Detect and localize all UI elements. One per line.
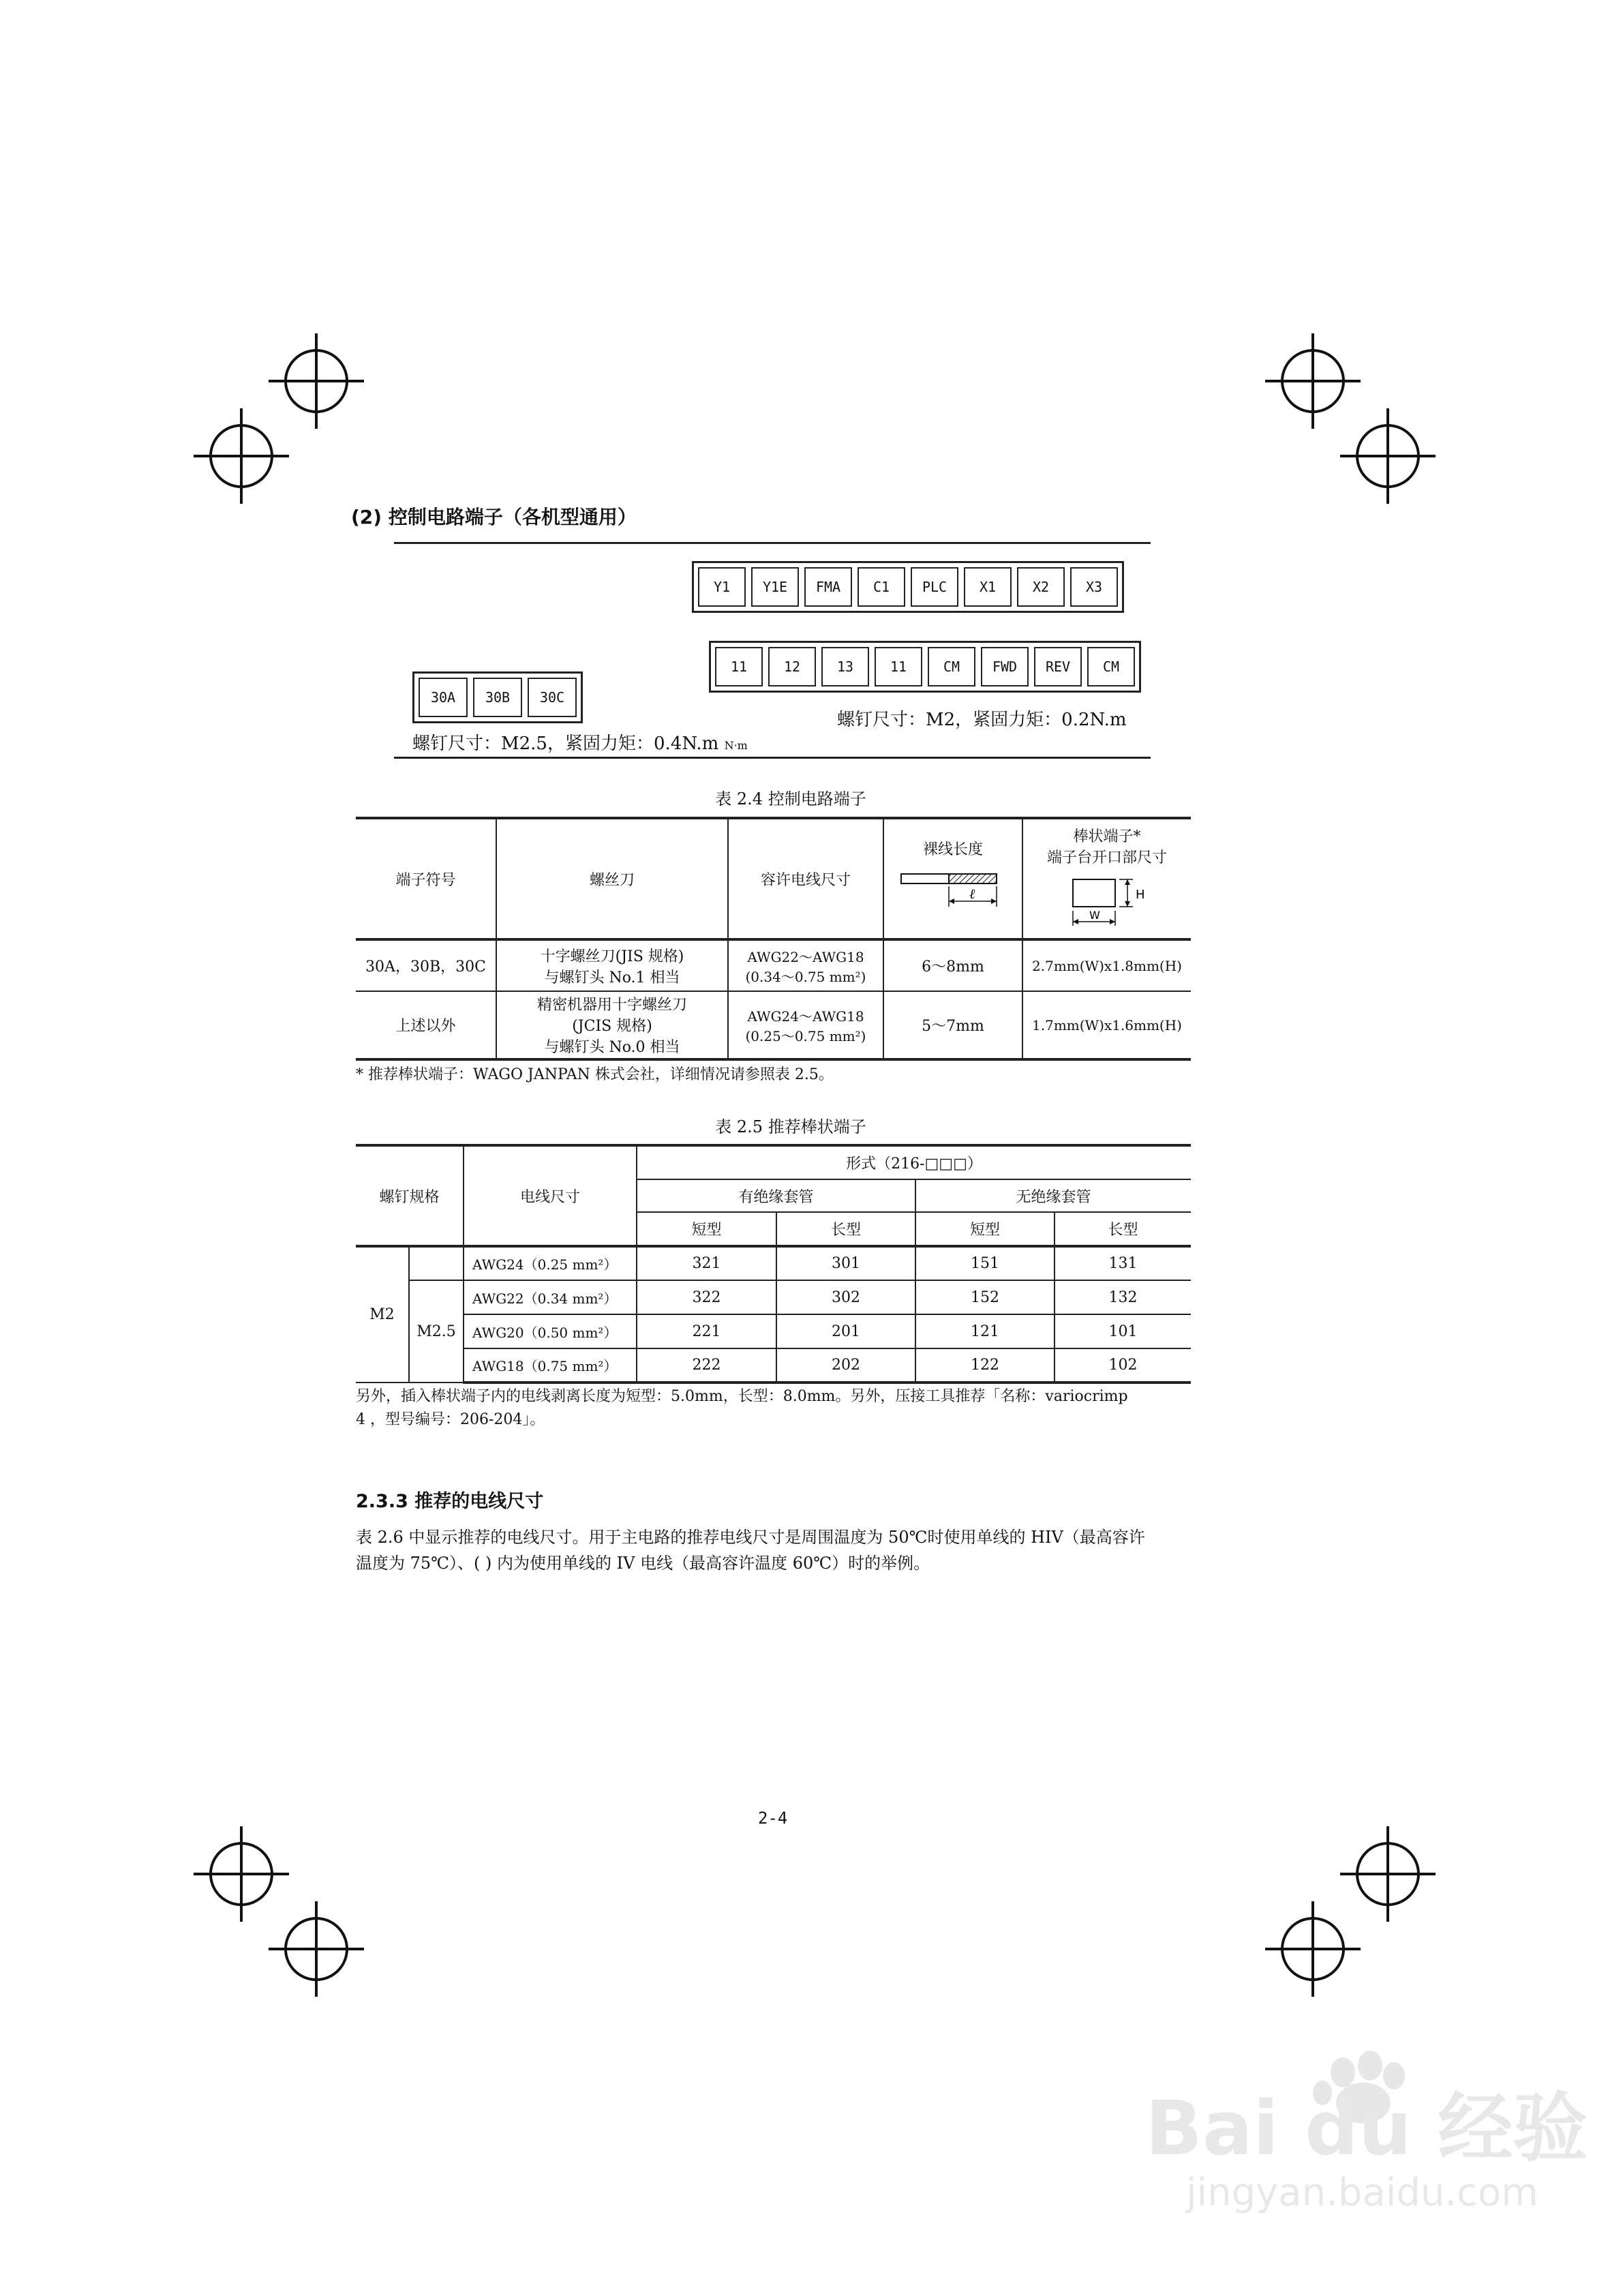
header-ferrule bbox=[1022, 818, 1191, 939]
page-number: 2-4 bbox=[758, 1809, 788, 1828]
section-title: (2) 控制电路端子（各机型通用） bbox=[351, 506, 637, 528]
terminal: 13 bbox=[821, 647, 869, 686]
diagram-bottom-rule bbox=[394, 757, 1151, 759]
left-screw-spec-unit: N·m bbox=[724, 739, 748, 752]
strip-length-label: 裸线长度 bbox=[922, 841, 983, 858]
table-cell: 221 bbox=[637, 1314, 776, 1348]
terminal: FWD bbox=[981, 647, 1029, 686]
cell-line: 十字螺丝刀(JIS 规格) bbox=[540, 948, 684, 965]
table-cell: 101 bbox=[1055, 1314, 1191, 1348]
table-cell: 6～8mm bbox=[883, 939, 1022, 991]
table-cell bbox=[728, 939, 883, 991]
terminal: CM bbox=[1087, 647, 1135, 686]
table-2-4-caption: 表 2.4 控制电路端子 bbox=[715, 789, 866, 809]
terminal: PLC bbox=[911, 567, 958, 607]
table-cell bbox=[496, 991, 728, 1059]
left-screw-spec-text: 螺钉尺寸：M2.5，紧固力矩：0.4N.m bbox=[412, 734, 719, 754]
table-cell: 5～7mm bbox=[883, 991, 1022, 1059]
height-symbol: H bbox=[1136, 888, 1145, 902]
cell-line: 与螺钉头 No.1 相当 bbox=[544, 969, 680, 986]
table-cell: 2.7mm(W)x1.8mm(H) bbox=[1022, 939, 1191, 991]
table-2-4-footnote: * 推荐棒状端子：WAGO JANPAN 株式会社，详细情况请参照表 2.5。 bbox=[356, 1066, 834, 1083]
stripped-wire-diagram bbox=[898, 868, 1007, 916]
registration-mark-bottom-right-2 bbox=[1265, 1901, 1361, 1997]
header-uninsulated: 无绝缘套管 bbox=[915, 1179, 1191, 1212]
table-cell: 151 bbox=[915, 1246, 1055, 1280]
table-cell bbox=[409, 1246, 464, 1280]
terminal: 12 bbox=[768, 647, 816, 686]
header-short: 短型 bbox=[637, 1212, 776, 1246]
ferrule-label: 棒状端子* bbox=[1073, 828, 1141, 845]
registration-mark-bottom-left-2 bbox=[269, 1901, 364, 1997]
cell-line: AWG22～AWG18 bbox=[747, 948, 864, 965]
cell-line: (0.34～0.75 mm²) bbox=[745, 968, 866, 985]
table-cell: 322 bbox=[637, 1280, 776, 1314]
terminal-row-bottom bbox=[709, 641, 1141, 693]
terminal: Y1E bbox=[751, 567, 799, 607]
note-line: 4 ，型号编号：206-204」。 bbox=[356, 1411, 545, 1428]
terminal: C1 bbox=[858, 567, 905, 607]
table-cell: 202 bbox=[776, 1348, 915, 1383]
para-line: 温度为 75℃）、( ) 内为使用单线的 IV 电线（最高容许温度 60℃）时的举例。 bbox=[356, 1554, 930, 1573]
terminal: 11 bbox=[715, 647, 763, 686]
terminal: 30A bbox=[419, 678, 468, 717]
cell-line: AWG24～AWG18 bbox=[747, 1008, 864, 1025]
table-cell: 222 bbox=[637, 1348, 776, 1383]
table-2-5-caption: 表 2.5 推荐棒状端子 bbox=[715, 1117, 866, 1136]
terminal-row-left bbox=[412, 671, 583, 723]
terminal-row-top bbox=[692, 561, 1124, 613]
baidu-jingyan-watermark bbox=[1118, 2045, 1588, 2222]
table-cell: AWG24（0.25 mm²） bbox=[464, 1246, 637, 1280]
table-2-5 bbox=[356, 1144, 1191, 1384]
table-cell: 上述以外 bbox=[356, 991, 496, 1059]
table-cell: AWG22（0.34 mm²） bbox=[464, 1280, 637, 1314]
header-long: 长型 bbox=[1055, 1212, 1191, 1246]
table-cell: 30A，30B，30C bbox=[356, 939, 496, 991]
header-short: 短型 bbox=[915, 1212, 1055, 1246]
width-symbol: W bbox=[1089, 909, 1100, 922]
table-cell: 152 bbox=[915, 1280, 1055, 1314]
opening-size-label: 端子台开口部尺寸 bbox=[1046, 849, 1167, 866]
terminal: X1 bbox=[964, 567, 1012, 607]
terminal: 30B bbox=[473, 678, 522, 717]
table-cell: 131 bbox=[1055, 1246, 1191, 1280]
strip-length-symbol: ℓ bbox=[969, 885, 975, 902]
table-cell: 132 bbox=[1055, 1280, 1191, 1314]
terminal: 30C bbox=[528, 678, 577, 717]
cell-line: 精密机器用十字螺丝刀 bbox=[536, 997, 687, 1014]
watermark-url: jingyan.baidu.com bbox=[1186, 2171, 1538, 2215]
table-cell: 301 bbox=[776, 1246, 915, 1280]
right-screw-spec: 螺钉尺寸：M2，紧固力矩：0.2N.m bbox=[837, 710, 1127, 730]
table-2-5-note bbox=[356, 1385, 1194, 1432]
note-line: 另外，插入棒状端子内的电线剥离长度为短型：5.0mm，长型：8.0mm。另外，压接工具推荐「名称：variocrimp bbox=[356, 1388, 1128, 1405]
diagram-top-rule bbox=[394, 542, 1151, 544]
terminal: CM bbox=[928, 647, 975, 686]
table-cell: 1.7mm(W)x1.6mm(H) bbox=[1022, 991, 1191, 1059]
header-terminal-symbol: 端子符号 bbox=[356, 818, 496, 939]
header-wire: 电线尺寸 bbox=[464, 1145, 637, 1246]
header-screwdriver: 螺丝刀 bbox=[496, 818, 728, 939]
table-cell: 122 bbox=[915, 1348, 1055, 1383]
header-form: 形式（216-□□□） bbox=[637, 1145, 1191, 1179]
terminal: Y1 bbox=[698, 567, 746, 607]
terminal: FMA bbox=[804, 567, 852, 607]
terminal: X3 bbox=[1070, 567, 1118, 607]
screw-m2-5: M2.5 bbox=[409, 1280, 464, 1383]
terminal: 11 bbox=[875, 647, 922, 686]
table-cell: AWG20（0.50 mm²） bbox=[464, 1314, 637, 1348]
para-line: 表 2.6 中显示推荐的电线尺寸。用于主电路的推荐电线尺寸是周围温度为 50℃时使用单线的 HIV（最高容许 bbox=[356, 1528, 1145, 1547]
table-cell: AWG18（0.75 mm²） bbox=[464, 1348, 637, 1383]
header-strip-length bbox=[883, 818, 1022, 939]
table-cell: 302 bbox=[776, 1280, 915, 1314]
section-2-3-3-paragraph bbox=[356, 1524, 1201, 1576]
cell-line: (JCIS 规格) bbox=[572, 1018, 652, 1035]
opening-size-diagram bbox=[1059, 874, 1155, 928]
registration-mark-top-left-2 bbox=[194, 408, 289, 504]
cell-line: (0.25～0.75 mm²) bbox=[745, 1027, 866, 1044]
registration-mark-top-right-2 bbox=[1340, 408, 1436, 504]
terminal: REV bbox=[1034, 647, 1082, 686]
header-screw: 螺钉规格 bbox=[356, 1145, 464, 1246]
table-2-4 bbox=[356, 817, 1191, 1061]
terminal: X2 bbox=[1017, 567, 1065, 607]
table-cell: 201 bbox=[776, 1314, 915, 1348]
table-cell bbox=[496, 939, 728, 991]
watermark-brand: Bai du 经验 bbox=[1145, 2085, 1588, 2172]
header-wire-size: 容许电线尺寸 bbox=[728, 818, 883, 939]
cell-line: 与螺钉头 No.0 相当 bbox=[544, 1039, 680, 1056]
table-cell: 321 bbox=[637, 1246, 776, 1280]
header-insulated: 有绝缘套管 bbox=[637, 1179, 915, 1212]
section-2-3-3-heading: 2.3.3 推荐的电线尺寸 bbox=[356, 1491, 544, 1512]
left-screw-spec bbox=[412, 729, 748, 755]
screw-m2: M2 bbox=[356, 1246, 409, 1383]
table-cell: 121 bbox=[915, 1314, 1055, 1348]
table-cell: 102 bbox=[1055, 1348, 1191, 1383]
header-long: 长型 bbox=[776, 1212, 915, 1246]
table-cell bbox=[728, 991, 883, 1059]
